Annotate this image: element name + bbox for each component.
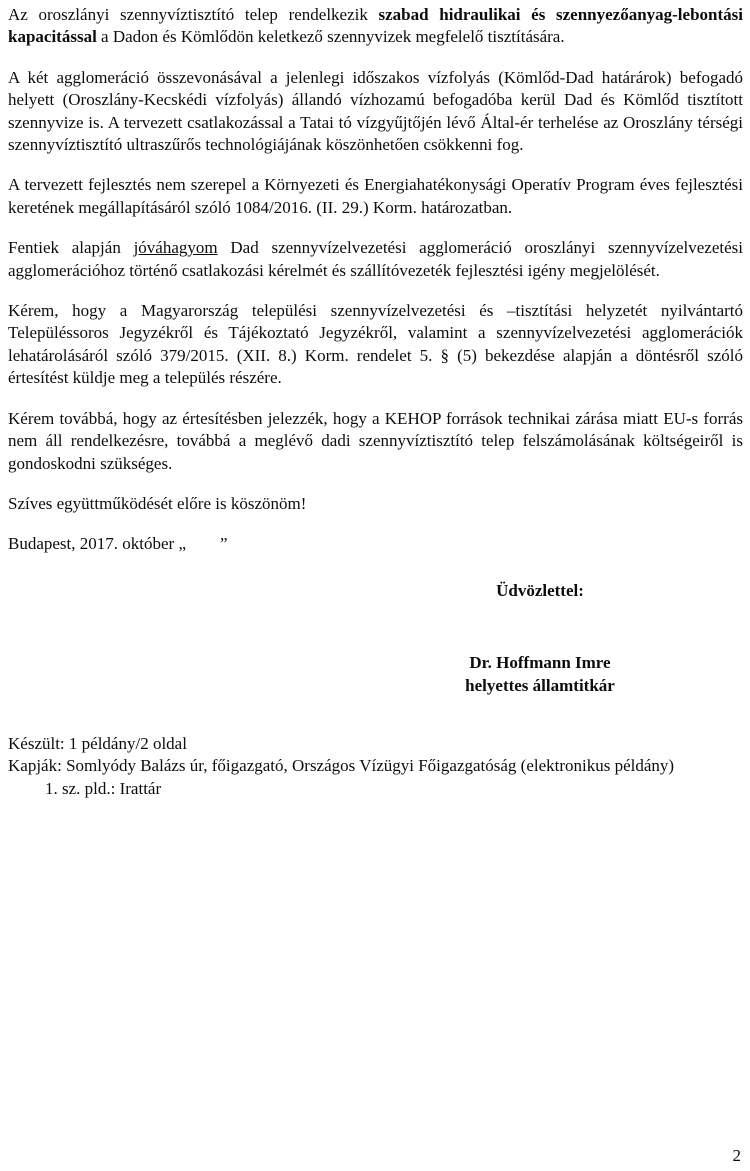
signature-block (390, 580, 690, 697)
closing-thanks: Szíves együttműködését előre is köszönöm! (8, 493, 307, 513)
footer-archive-line: 1. sz. pld.: Irattár (45, 778, 162, 798)
signature-name-block (390, 652, 690, 697)
page-number: 2 (732, 1146, 741, 1165)
signature-role: helyettes államtitkár (465, 675, 615, 695)
paragraph-capacity-start: Az oroszlányi szennyvíztisztító telep rendelkezik (8, 5, 379, 24)
footer-recipients-line: Kapják: Somlyódy Balázs úr, főigazgató, Országos Vízügyi Főigazgatóság (elektronikus példány) (8, 756, 675, 776)
paragraph-capacity (8, 4, 743, 49)
footer-copies-line: Készült: 1 példány/2 oldal (8, 733, 187, 753)
paragraph-kehop: Kérem továbbá, hogy az értesítésben jelezzék, hogy a KEHOP források technikai zárása miatt EU-s forrás nem áll rendelkezésre, továbbá a meglévő dadi szennyvíztisztító telep felszámolásának költségeiről is gondoskodni szükséges. (8, 408, 743, 473)
paragraph-agglomeration: A két agglomeráció összevonásával a jelenlegi időszakos vízfolyás (Kömlőd-Dad határárok) befogadó helyett (Oroszlány-Kecskédi vízfolyás) állandó vízhozamú befogadóba kerül Dad és Kömlőd tisztított szennyvize is. A tervezett csatlakozással a Tatai tó vízgyűjtőjén lévő Által-ér terhelése az Oroszlány térségi szennyvíztisztító ultraszűrős technológiájának köszönhetően csökkenni fog. (8, 67, 743, 155)
signature-salutation: Üdvözlettel: (496, 580, 584, 600)
paragraph-program: A tervezett fejlesztés nem szerepel a Környezeti és Energiahatékonysági Operatív Program éves fejlesztési keretének megállapításáról szóló 1084/2016. (II. 29.) Korm. határozatban. (8, 175, 743, 217)
signature-name: Dr. Hoffmann Imre (469, 653, 611, 673)
paragraph-notification: Kérem, hogy a Magyarország települési szennyvízelvezetési és –tisztítási helyzetét nyilvántartó Településsoros Jegyzékről és Tájékoztató Jegyzékről, valamint a szennyvízelvezetési agglomerációk lehatárolásáról szóló 379/2015. (XII. 8.) Korm. rendelet 5. § (5) bekezdése alapján a döntésről szóló értesítést küldje meg a település részére. (8, 301, 743, 388)
paragraph-approval-underlined: jóváhagyom (133, 238, 218, 258)
date-line: Budapest, 2017. október „ ” (8, 534, 228, 554)
distribution-footer (8, 733, 743, 800)
paragraph-approval-start: Fentiek alapján (8, 238, 134, 258)
paragraph-approval (8, 237, 743, 282)
paragraph-approval-end: Dad szennyvízelvezetési agglomeráció oroszlányi szennyvízelvezetési agglomerációhoz történő csatlakozási kérelmét és szállítóvezeték fejlesztési igény megjelölését. (8, 238, 743, 280)
paragraph-capacity-bold: szabad hidraulikai és szennyezőanyag-lebontási kapacitással (8, 5, 743, 47)
paragraph-capacity-end: a Dadon és Kömlődön keletkező szennyvizek megfelelő tisztítására. (96, 27, 565, 47)
